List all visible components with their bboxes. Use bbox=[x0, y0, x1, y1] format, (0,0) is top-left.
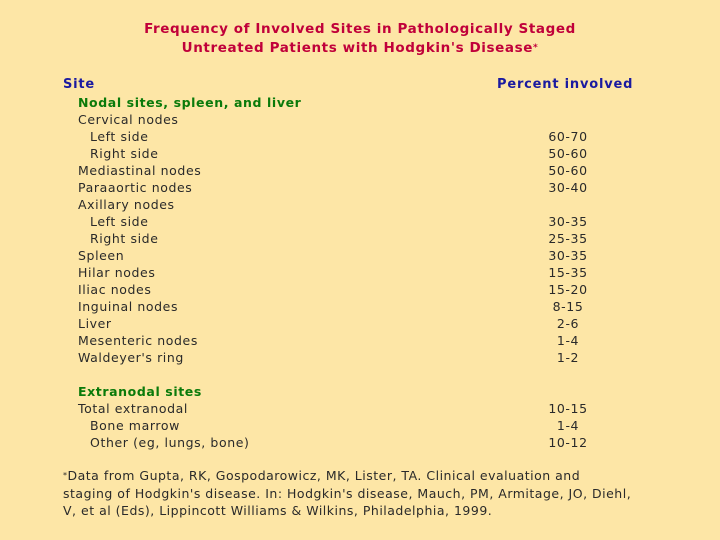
table-row bbox=[0, 230, 720, 247]
row-value: 1-4 bbox=[556, 333, 580, 348]
table-title bbox=[0, 20, 720, 58]
footnote-line-1 bbox=[63, 467, 663, 485]
row-label: Axillary nodes bbox=[78, 197, 175, 212]
title-line-2 bbox=[0, 39, 720, 58]
table-row bbox=[0, 349, 720, 366]
row-value: 60-70 bbox=[548, 129, 588, 144]
table-row bbox=[0, 162, 720, 179]
row-value: 50-60 bbox=[548, 146, 588, 161]
row-value: 30-40 bbox=[548, 180, 588, 195]
footnote-line-2: staging of Hodgkin's disease. In: Hodgkin's disease, Mauch, PM, Armitage, JO, Diehl, bbox=[63, 485, 632, 501]
row-label: Waldeyer's ring bbox=[78, 350, 184, 365]
row-value: 15-35 bbox=[548, 265, 588, 280]
row-label: Right side bbox=[90, 231, 159, 246]
row-label: Right side bbox=[90, 146, 159, 161]
row-label: Total extranodal bbox=[78, 401, 188, 416]
row-label: Spleen bbox=[78, 248, 125, 263]
footnote-line-3: V, et al (Eds), Lippincott Williams & Wilkins, Philadelphia, 1999. bbox=[63, 503, 493, 518]
row-label: Other (eg, lungs, bone) bbox=[90, 435, 250, 450]
row-value: 25-35 bbox=[548, 231, 588, 246]
row-value: 2-6 bbox=[556, 316, 580, 331]
row-value: 10-12 bbox=[548, 435, 588, 450]
row-label: Left side bbox=[90, 129, 149, 144]
row-label: Hilar nodes bbox=[78, 265, 156, 280]
source-footnote bbox=[63, 467, 663, 520]
table-row bbox=[0, 332, 720, 349]
row-value: 8-15 bbox=[552, 299, 584, 314]
row-value: 30-35 bbox=[548, 248, 588, 263]
site-column-header: Site bbox=[63, 77, 96, 92]
title-line-1: Frequency of Involved Sites in Pathologically Staged bbox=[144, 21, 576, 37]
extranodal-section-heading-row bbox=[0, 383, 720, 400]
row-value: 30-35 bbox=[548, 214, 588, 229]
table-row bbox=[0, 315, 720, 332]
row-value: 10-15 bbox=[548, 401, 588, 416]
table-row bbox=[0, 400, 720, 417]
row-label: Left side bbox=[90, 214, 149, 229]
nodal-section-heading: Nodal sites, spleen, and liver bbox=[78, 95, 302, 110]
table-row bbox=[0, 196, 720, 213]
row-label: Cervical nodes bbox=[78, 112, 179, 127]
table-row bbox=[0, 145, 720, 162]
table-row bbox=[0, 281, 720, 298]
row-label: Iliac nodes bbox=[78, 282, 152, 297]
table-row bbox=[0, 298, 720, 315]
table-row bbox=[0, 434, 720, 451]
row-label: Paraaortic nodes bbox=[78, 180, 193, 195]
row-value: 1-2 bbox=[556, 350, 580, 365]
table-row bbox=[0, 128, 720, 145]
percent-column-header: Percent involved bbox=[497, 77, 634, 92]
row-label: Bone marrow bbox=[90, 418, 180, 433]
extranodal-section-heading: Extranodal sites bbox=[78, 384, 202, 399]
footnote-line-1-text: Data from Gupta, RK, Gospodarowicz, MK, Lister, TA. Clinical evaluation and bbox=[67, 468, 581, 483]
table-row bbox=[0, 417, 720, 434]
row-label: Inguinal nodes bbox=[78, 299, 179, 314]
title-footnote-marker: * bbox=[533, 43, 539, 53]
row-value: 1-4 bbox=[556, 418, 580, 433]
row-value: 50-60 bbox=[548, 163, 588, 178]
footnote-marker: * bbox=[63, 471, 68, 480]
table-row bbox=[0, 264, 720, 281]
table-row bbox=[0, 247, 720, 264]
table-row bbox=[0, 179, 720, 196]
title-line-2-text: Untreated Patients with Hodgkin's Disease bbox=[181, 40, 534, 56]
row-label: Mediastinal nodes bbox=[78, 163, 202, 178]
nodal-section-heading-row bbox=[0, 94, 720, 111]
row-label: Mesenteric nodes bbox=[78, 333, 198, 348]
table-row bbox=[0, 111, 720, 128]
row-label: Liver bbox=[78, 316, 112, 331]
table-row bbox=[0, 213, 720, 230]
row-value: 15-20 bbox=[548, 282, 588, 297]
